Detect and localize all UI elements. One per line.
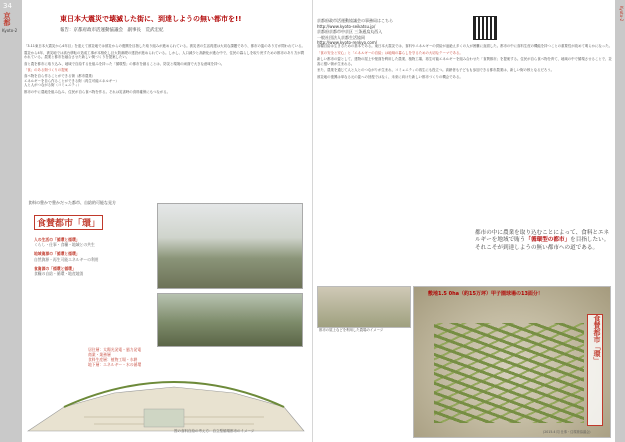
- right-paragraph-3: また、農業を通じて人と人とのつながりが生まれ、コミュニティの再生にも役立つ。高齢者も子どもも参加できる都市農業は、新しい街の核となるだろう。: [317, 68, 555, 73]
- section-label: 地下層：エネルギー・水の循環: [88, 362, 142, 367]
- list-item: 人と人がつながる街（コミュニティ）: [24, 83, 82, 88]
- quote-pre: 都市の中に農業を取り込むことによって、食料とエネルギーを地域で賄う: [475, 230, 610, 244]
- contact-line: 京都府政市活運動協議会の事務局はこちら: [317, 18, 393, 23]
- figure-area: [24, 197, 306, 437]
- paragraph-3: 食と農を都市に取り込み、地域で自給する仕組みを持った「循環型」の都市を創ることは、防災と環境の両面で大きな意味を持つ。: [24, 61, 225, 66]
- contact-link[interactable]: http://www.kyoto-seikatsu.jp/: [317, 23, 376, 29]
- section-labels: [88, 347, 141, 367]
- qr-code-icon: [473, 16, 497, 40]
- site-photo-caption: 敷地1.5 0ha（約15万坪）甲子園球場の13面分！: [428, 291, 543, 297]
- contact-link[interactable]: http://www.kyoto-renkyo.com/: [317, 40, 378, 46]
- figure-note: 図の食料自給の考え方：自立型循環都市のイメージ: [174, 429, 255, 433]
- diagram-heading: 地域資源の「循環と循環」: [34, 251, 80, 257]
- article-title: 東日本大震災で壊滅した街に、到達しようの無い都市を!!: [60, 15, 242, 23]
- diagram-title: [34, 215, 103, 230]
- paragraph-2: 震災から4年、被災地では高台移転の造成工事が本格化し巨大防潮堤の建設が進められている。しかし、人口減少と高齢化が進む中で、住民の暮らしを取り戻すための都市のあり方が問われている。農業と都市を融合させた新しい街づくりを提案したい。: [24, 50, 305, 60]
- diagram-desc: 食糧の自給・循環・地産地消: [34, 271, 84, 277]
- right-paragraph-4: 被災地の復興は単なる元の姿への回復ではなく、未来に向けた新しい都市づくりの機会である。: [317, 74, 463, 79]
- site-aerial-photo: [413, 286, 611, 438]
- right-body-text: [317, 44, 613, 230]
- section-label: 食料生産層：植物工場・水耕: [88, 357, 138, 362]
- contact-line: 一般社団法人京都生活協同: [317, 34, 365, 40]
- quote-post: を目指したい。それこそが到達しようの無い都市への道である。: [475, 237, 610, 251]
- diagram-desc: くらし・仕事・食糧・地域との共生: [34, 242, 95, 248]
- contact-line: 京都府京都市中京区 三条通烏丸西入: [317, 29, 383, 35]
- diagram-lines: [34, 237, 144, 276]
- right-side-strip: [615, 0, 625, 442]
- left-body-text: [24, 44, 306, 192]
- intro-paragraph: 「3.11東日本大震災から4年目」を迎えて被災地では被災からの復興を目指した取り組みが進められている。被災者の生活再建は大切な課題であり、都市の姿のあり方が問われている。: [24, 44, 305, 48]
- pull-quote: [475, 230, 613, 282]
- rooftop-farm-photo: [157, 293, 303, 347]
- section-label: 商業・業務層: [88, 352, 111, 357]
- section-label: 居住層：太陽光発電・風力発電: [88, 347, 142, 352]
- left-side-strip: [0, 0, 22, 442]
- small-photo: [317, 286, 411, 328]
- right-strip-label: Kyoto-2: [619, 6, 624, 22]
- paragraph-4: 都市の中に農地を組み込み、住民が自ら食べ物を作る。それは災害時の食料確保にもつながる。: [24, 89, 170, 94]
- contact-block: [317, 18, 467, 46]
- crop-field-texture: [434, 323, 584, 423]
- list-item: 食べ物を自ら作ることができる街（都市農業）: [24, 73, 96, 78]
- right-page: [313, 0, 625, 442]
- figure-caption: 食料の豊かで豊かだった都市、自給的可能な見方: [28, 200, 116, 205]
- right-highlight: 「食の安全と安心」と「エネルギーの自給」は地域の暮らしを守るための大切なテーマである。: [317, 50, 463, 55]
- vertical-title-label: 食賛都市「環」: [587, 314, 603, 426]
- volume-label: Kyoto-2: [2, 28, 18, 33]
- right-paragraph-1: 食糧自給は生きるための基本である。東日本大震災では、食料やエネルギーの供給が途絶え多くの人が困難に直面した。都市の中に食料生産の機能を持つことの重要性が改めて明らかになった。: [317, 44, 612, 48]
- diagram-title-text: 食賛都巿「環」: [34, 215, 103, 230]
- diagram-heading: 食資源の「循環と循環」: [34, 265, 76, 271]
- right-paragraph-2: 新しい都市の姿として、建物の屋上や壁面を利用した農業、植物工場、再生可能エネルギーを組み合わせた「食賛都市」を提案する。住民が自ら食べ物を育て、地域の中で循環させることで、災害に強い街が生まれる。: [317, 57, 612, 66]
- section-label-kyoto: 京都: [3, 12, 11, 26]
- small-photo-caption: 都市の屋上などを利用した農場のイメージ: [319, 328, 384, 332]
- list-item: エネルギーを自ら作ることができる街（再生可能エネルギー）: [24, 78, 119, 83]
- photo-credit: (2015.4 同 仕事・住環境協議会): [543, 430, 591, 434]
- diagram-heading: 人の生活の「循環と循環」: [34, 237, 80, 242]
- diagram-desc: 自然資源・再生可能エネルギーの利用: [34, 256, 99, 262]
- author-line: 報告：京都府政市活運動協議会 副事長 荒武宏紀: [60, 28, 164, 33]
- quote-highlight: 「循環型の都市」: [525, 237, 571, 244]
- page-number: 34: [3, 2, 12, 10]
- list-header: 「食」のある街づくりの提案: [24, 68, 69, 73]
- building-section-diagram: [24, 347, 306, 435]
- building-model-photo: [157, 203, 303, 289]
